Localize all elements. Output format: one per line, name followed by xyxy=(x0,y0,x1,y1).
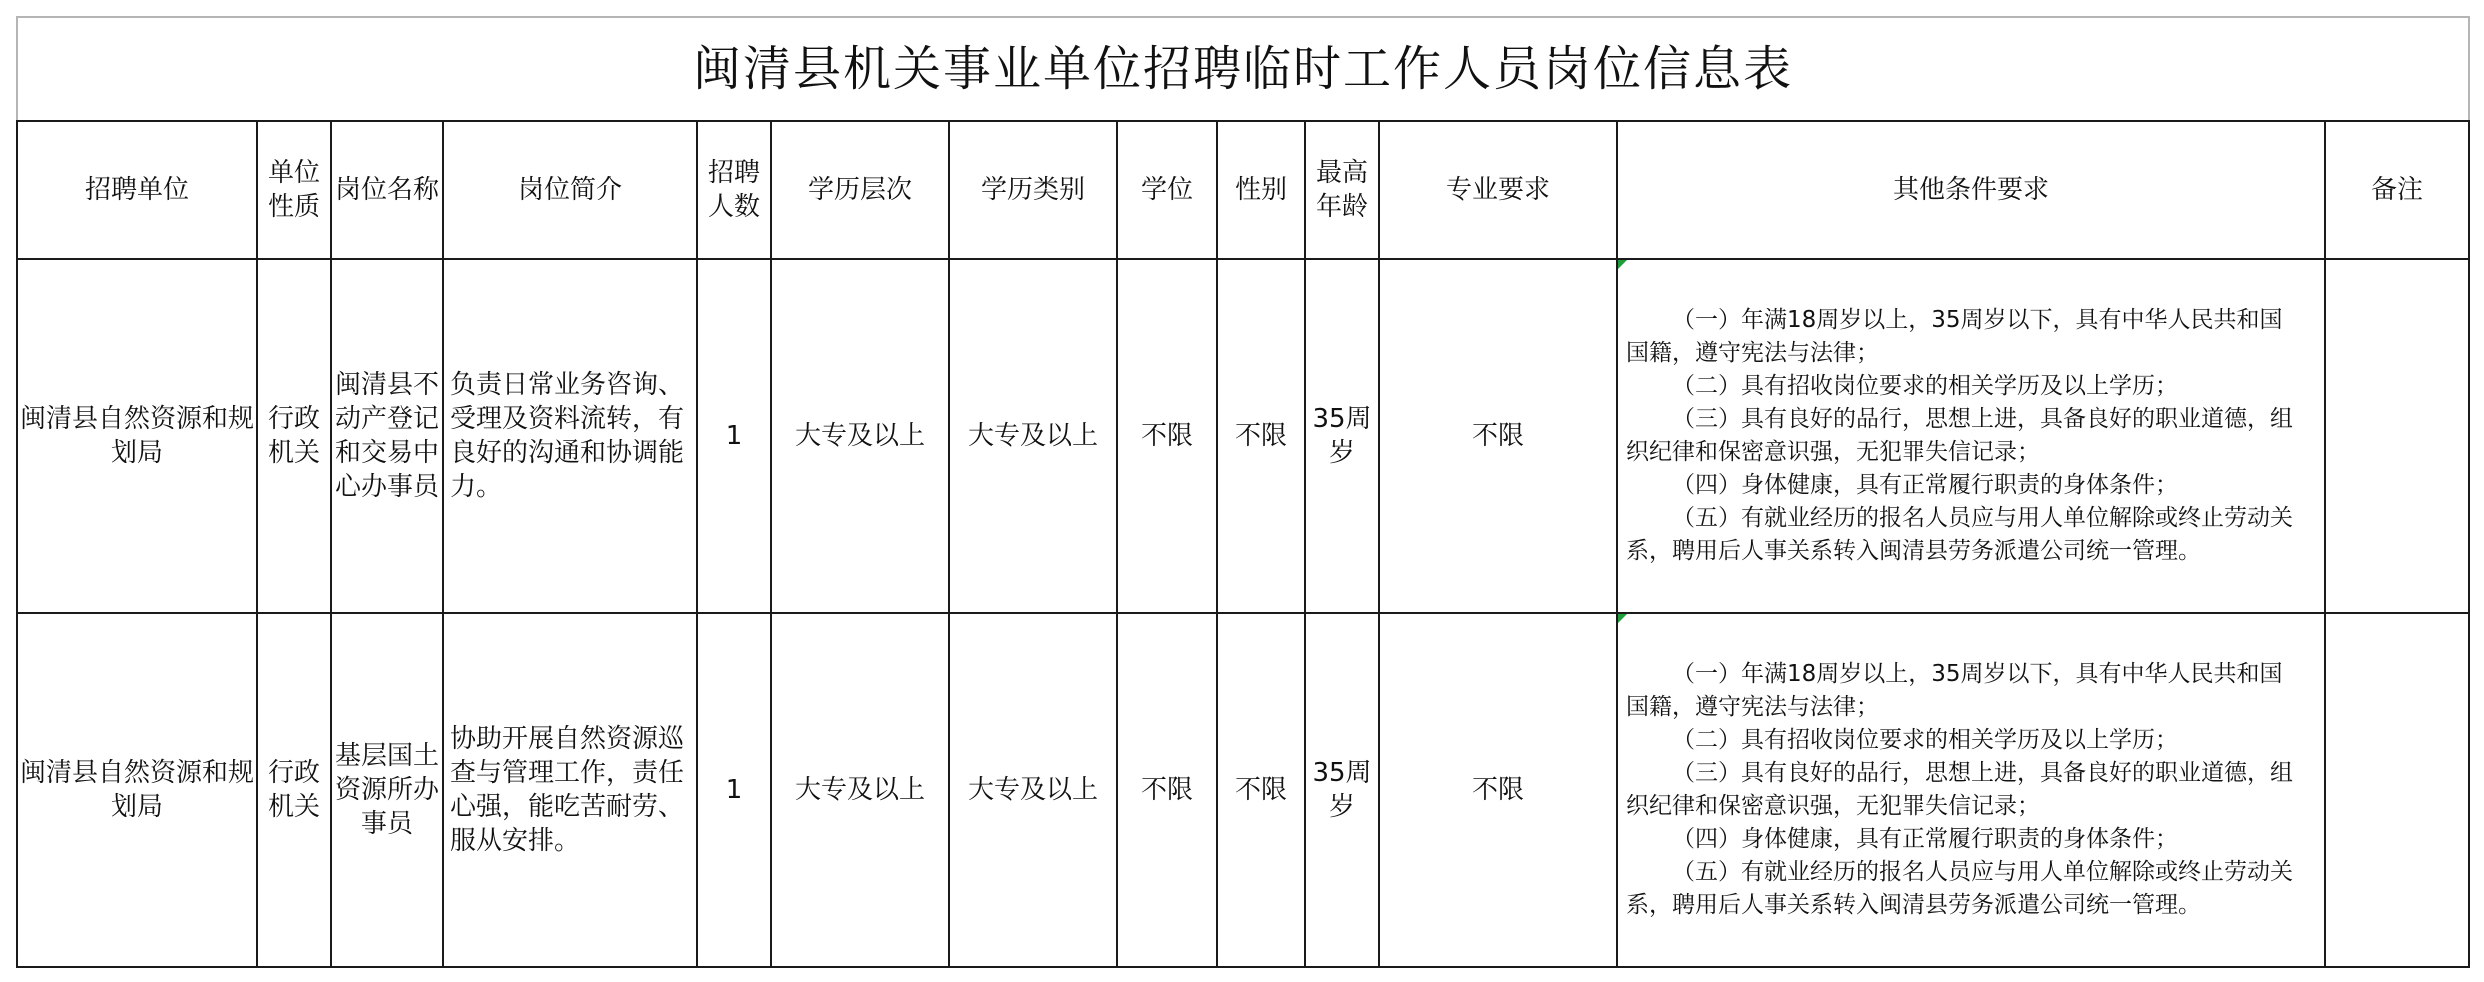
header-edu-level: 学历层次 xyxy=(771,121,949,259)
cell-count: 1 xyxy=(697,613,771,967)
cell-unit: 闽清县自然资源和规划局 xyxy=(17,259,257,613)
header-count: 招聘人数 xyxy=(697,121,771,259)
condition-item: （一）年满18周岁以上，35周岁以下，具有中华人民共和国国籍，遵守宪法与法律； xyxy=(1626,661,2283,720)
header-major: 专业要求 xyxy=(1379,121,1617,259)
header-position: 岗位名称 xyxy=(331,121,443,259)
header-intro: 岗位简介 xyxy=(443,121,697,259)
condition-item: （二）具有招收岗位要求的相关学历及以上学历； xyxy=(1672,727,2178,753)
cell-gender: 不限 xyxy=(1217,613,1305,967)
cell-conditions xyxy=(1617,259,2325,613)
cell-edu-type: 大专及以上 xyxy=(949,613,1117,967)
cell-major: 不限 xyxy=(1379,613,1617,967)
cell-nature: 行政机关 xyxy=(257,259,331,613)
cell-nature: 行政机关 xyxy=(257,613,331,967)
table-row xyxy=(17,613,2469,967)
cell-conditions xyxy=(1617,613,2325,967)
cell-degree: 不限 xyxy=(1117,613,1217,967)
header-degree: 学位 xyxy=(1117,121,1217,259)
header-max-age: 最高年龄 xyxy=(1305,121,1379,259)
cell-edu-level: 大专及以上 xyxy=(771,259,949,613)
cell-position: 闽清县不动产登记和交易中心办事员 xyxy=(331,259,443,613)
cell-intro: 负责日常业务咨询、受理及资料流转，有良好的沟通和协调能力。 xyxy=(443,259,697,613)
condition-item: （三）具有良好的品行，思想上进，具备良好的职业道德，组织纪律和保密意识强，无犯罪失信记录； xyxy=(1626,406,2293,465)
condition-item: （四）身体健康，具有正常履行职责的身体条件； xyxy=(1672,826,2178,852)
cell-intro: 协助开展自然资源巡查与管理工作，责任心强，能吃苦耐劳、服从安排。 xyxy=(443,613,697,967)
header-edu-type: 学历类别 xyxy=(949,121,1117,259)
cell-edu-level: 大专及以上 xyxy=(771,613,949,967)
header-row xyxy=(17,121,2469,259)
cell-major: 不限 xyxy=(1379,259,1617,613)
cell-gender: 不限 xyxy=(1217,259,1305,613)
condition-item: （三）具有良好的品行，思想上进，具备良好的职业道德，组织纪律和保密意识强，无犯罪失信记录； xyxy=(1626,760,2293,819)
cell-degree: 不限 xyxy=(1117,259,1217,613)
position-info-sheet xyxy=(16,16,2468,968)
cell-max-age: 35周岁 xyxy=(1305,259,1379,613)
condition-item: （二）具有招收岗位要求的相关学历及以上学历； xyxy=(1672,373,2178,399)
cell-count: 1 xyxy=(697,259,771,613)
cell-edu-type: 大专及以上 xyxy=(949,259,1117,613)
header-conditions: 其他条件要求 xyxy=(1617,121,2325,259)
cell-remark xyxy=(2325,259,2469,613)
condition-item: （五）有就业经历的报名人员应与用人单位解除或终止劳动关系，聘用后人事关系转入闽清县劳务派遣公司统一管理。 xyxy=(1626,505,2293,564)
table-row xyxy=(17,259,2469,613)
position-table xyxy=(16,16,2470,968)
condition-item: （五）有就业经历的报名人员应与用人单位解除或终止劳动关系，聘用后人事关系转入闽清县劳务派遣公司统一管理。 xyxy=(1626,859,2293,918)
cell-unit: 闽清县自然资源和规划局 xyxy=(17,613,257,967)
condition-item: （一）年满18周岁以上，35周岁以下，具有中华人民共和国国籍，遵守宪法与法律； xyxy=(1626,307,2283,366)
header-unit: 招聘单位 xyxy=(17,121,257,259)
condition-item: （四）身体健康，具有正常履行职责的身体条件； xyxy=(1672,472,2178,498)
table-title: 闽清县机关事业单位招聘临时工作人员岗位信息表 xyxy=(17,17,2469,121)
cell-remark xyxy=(2325,613,2469,967)
cell-max-age: 35周岁 xyxy=(1305,613,1379,967)
header-gender: 性别 xyxy=(1217,121,1305,259)
header-nature: 单位性质 xyxy=(257,121,331,259)
cell-position: 基层国土资源所办事员 xyxy=(331,613,443,967)
header-remark: 备注 xyxy=(2325,121,2469,259)
